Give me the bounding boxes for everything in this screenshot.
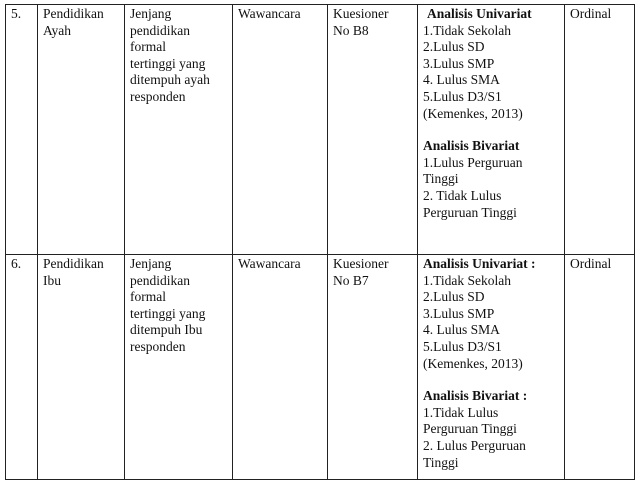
measurement-method: Wawancara — [238, 256, 301, 271]
variable-name-line: Ibu — [43, 272, 61, 288]
bivariate-item: 2. Tidak Lulus — [423, 187, 502, 203]
univariate-heading: Analisis Univariat — [427, 6, 532, 21]
cell-definisi — [125, 255, 233, 480]
measurement-method: Wawancara — [238, 6, 301, 21]
univariate-item: 2.Lulus SD — [423, 39, 485, 55]
cell-no — [6, 5, 38, 255]
bivariate-item: 2. Lulus Perguruan — [423, 437, 526, 453]
table-row — [6, 255, 635, 480]
bivariate-item: Perguruan Tinggi — [423, 421, 517, 437]
univariate-item: 4. Lulus SMA — [423, 322, 500, 338]
cell-no — [6, 255, 38, 480]
bivariate-item: Tinggi — [423, 171, 459, 187]
definition-line: formal — [130, 39, 166, 55]
variable-name-line: Pendidikan — [43, 256, 104, 271]
instrument-line: Kuesioner — [333, 6, 389, 21]
row-number: 5. — [11, 6, 22, 21]
bivariate-item: 1.Lulus Perguruan — [423, 154, 523, 170]
cell-variabel — [38, 5, 125, 255]
univariate-item: 1.Tidak Sekolah — [423, 272, 512, 288]
bivariate-item: 1.Tidak Lulus — [423, 404, 499, 420]
univariate-item: 5.Lulus D3/S1 — [423, 88, 502, 104]
cell-skala — [565, 255, 635, 480]
scale-value: Ordinal — [570, 6, 612, 21]
univariate-item: (Kemenkes, 2013) — [423, 355, 523, 371]
cell-cara-ukur — [233, 5, 328, 255]
bivariate-item: Perguruan Tinggi — [423, 204, 517, 220]
instrument-line: No B8 — [333, 22, 369, 38]
instrument-line: No B7 — [333, 272, 369, 288]
scale-value: Ordinal — [570, 256, 612, 271]
definition-line: tertinggi yang — [130, 305, 206, 321]
definition-line: ditempuh ayah — [130, 72, 210, 88]
variable-name-line: Ayah — [43, 22, 72, 38]
cell-alat-ukur — [328, 255, 418, 480]
definition-line: Jenjang — [130, 256, 172, 271]
univariate-item: 1.Tidak Sekolah — [423, 22, 512, 38]
bivariate-item: Tinggi — [423, 454, 459, 470]
operational-definition-table — [5, 4, 635, 480]
cell-skala — [565, 5, 635, 255]
definition-line: tertinggi yang — [130, 55, 206, 71]
definition-line: pendidikan — [130, 272, 190, 288]
bivariate-heading: Analisis Bivariat : — [423, 388, 528, 404]
variable-name-line: Pendidikan — [43, 6, 104, 21]
univariate-item: (Kemenkes, 2013) — [423, 105, 523, 121]
bivariate-heading: Analisis Bivariat — [423, 138, 520, 154]
definition-line: responden — [130, 338, 186, 354]
univariate-item: 2.Lulus SD — [423, 289, 485, 305]
row-number: 6. — [11, 256, 22, 271]
univariate-item: 3.Lulus SMP — [423, 305, 495, 321]
cell-variabel — [38, 255, 125, 480]
cell-hasil-ukur — [418, 255, 565, 480]
definition-line: responden — [130, 88, 186, 104]
table-row — [6, 5, 635, 255]
definition-line: ditempuh Ibu — [130, 322, 203, 338]
cell-hasil-ukur — [418, 5, 565, 255]
cell-definisi — [125, 5, 233, 255]
cell-cara-ukur — [233, 255, 328, 480]
definition-line: Jenjang — [130, 6, 172, 21]
definition-line: formal — [130, 289, 166, 305]
univariate-item: 5.Lulus D3/S1 — [423, 338, 502, 354]
univariate-item: 4. Lulus SMA — [423, 72, 500, 88]
definition-line: pendidikan — [130, 22, 190, 38]
univariate-heading: Analisis Univariat : — [423, 256, 536, 271]
cell-alat-ukur — [328, 5, 418, 255]
univariate-item: 3.Lulus SMP — [423, 55, 495, 71]
instrument-line: Kuesioner — [333, 256, 389, 271]
